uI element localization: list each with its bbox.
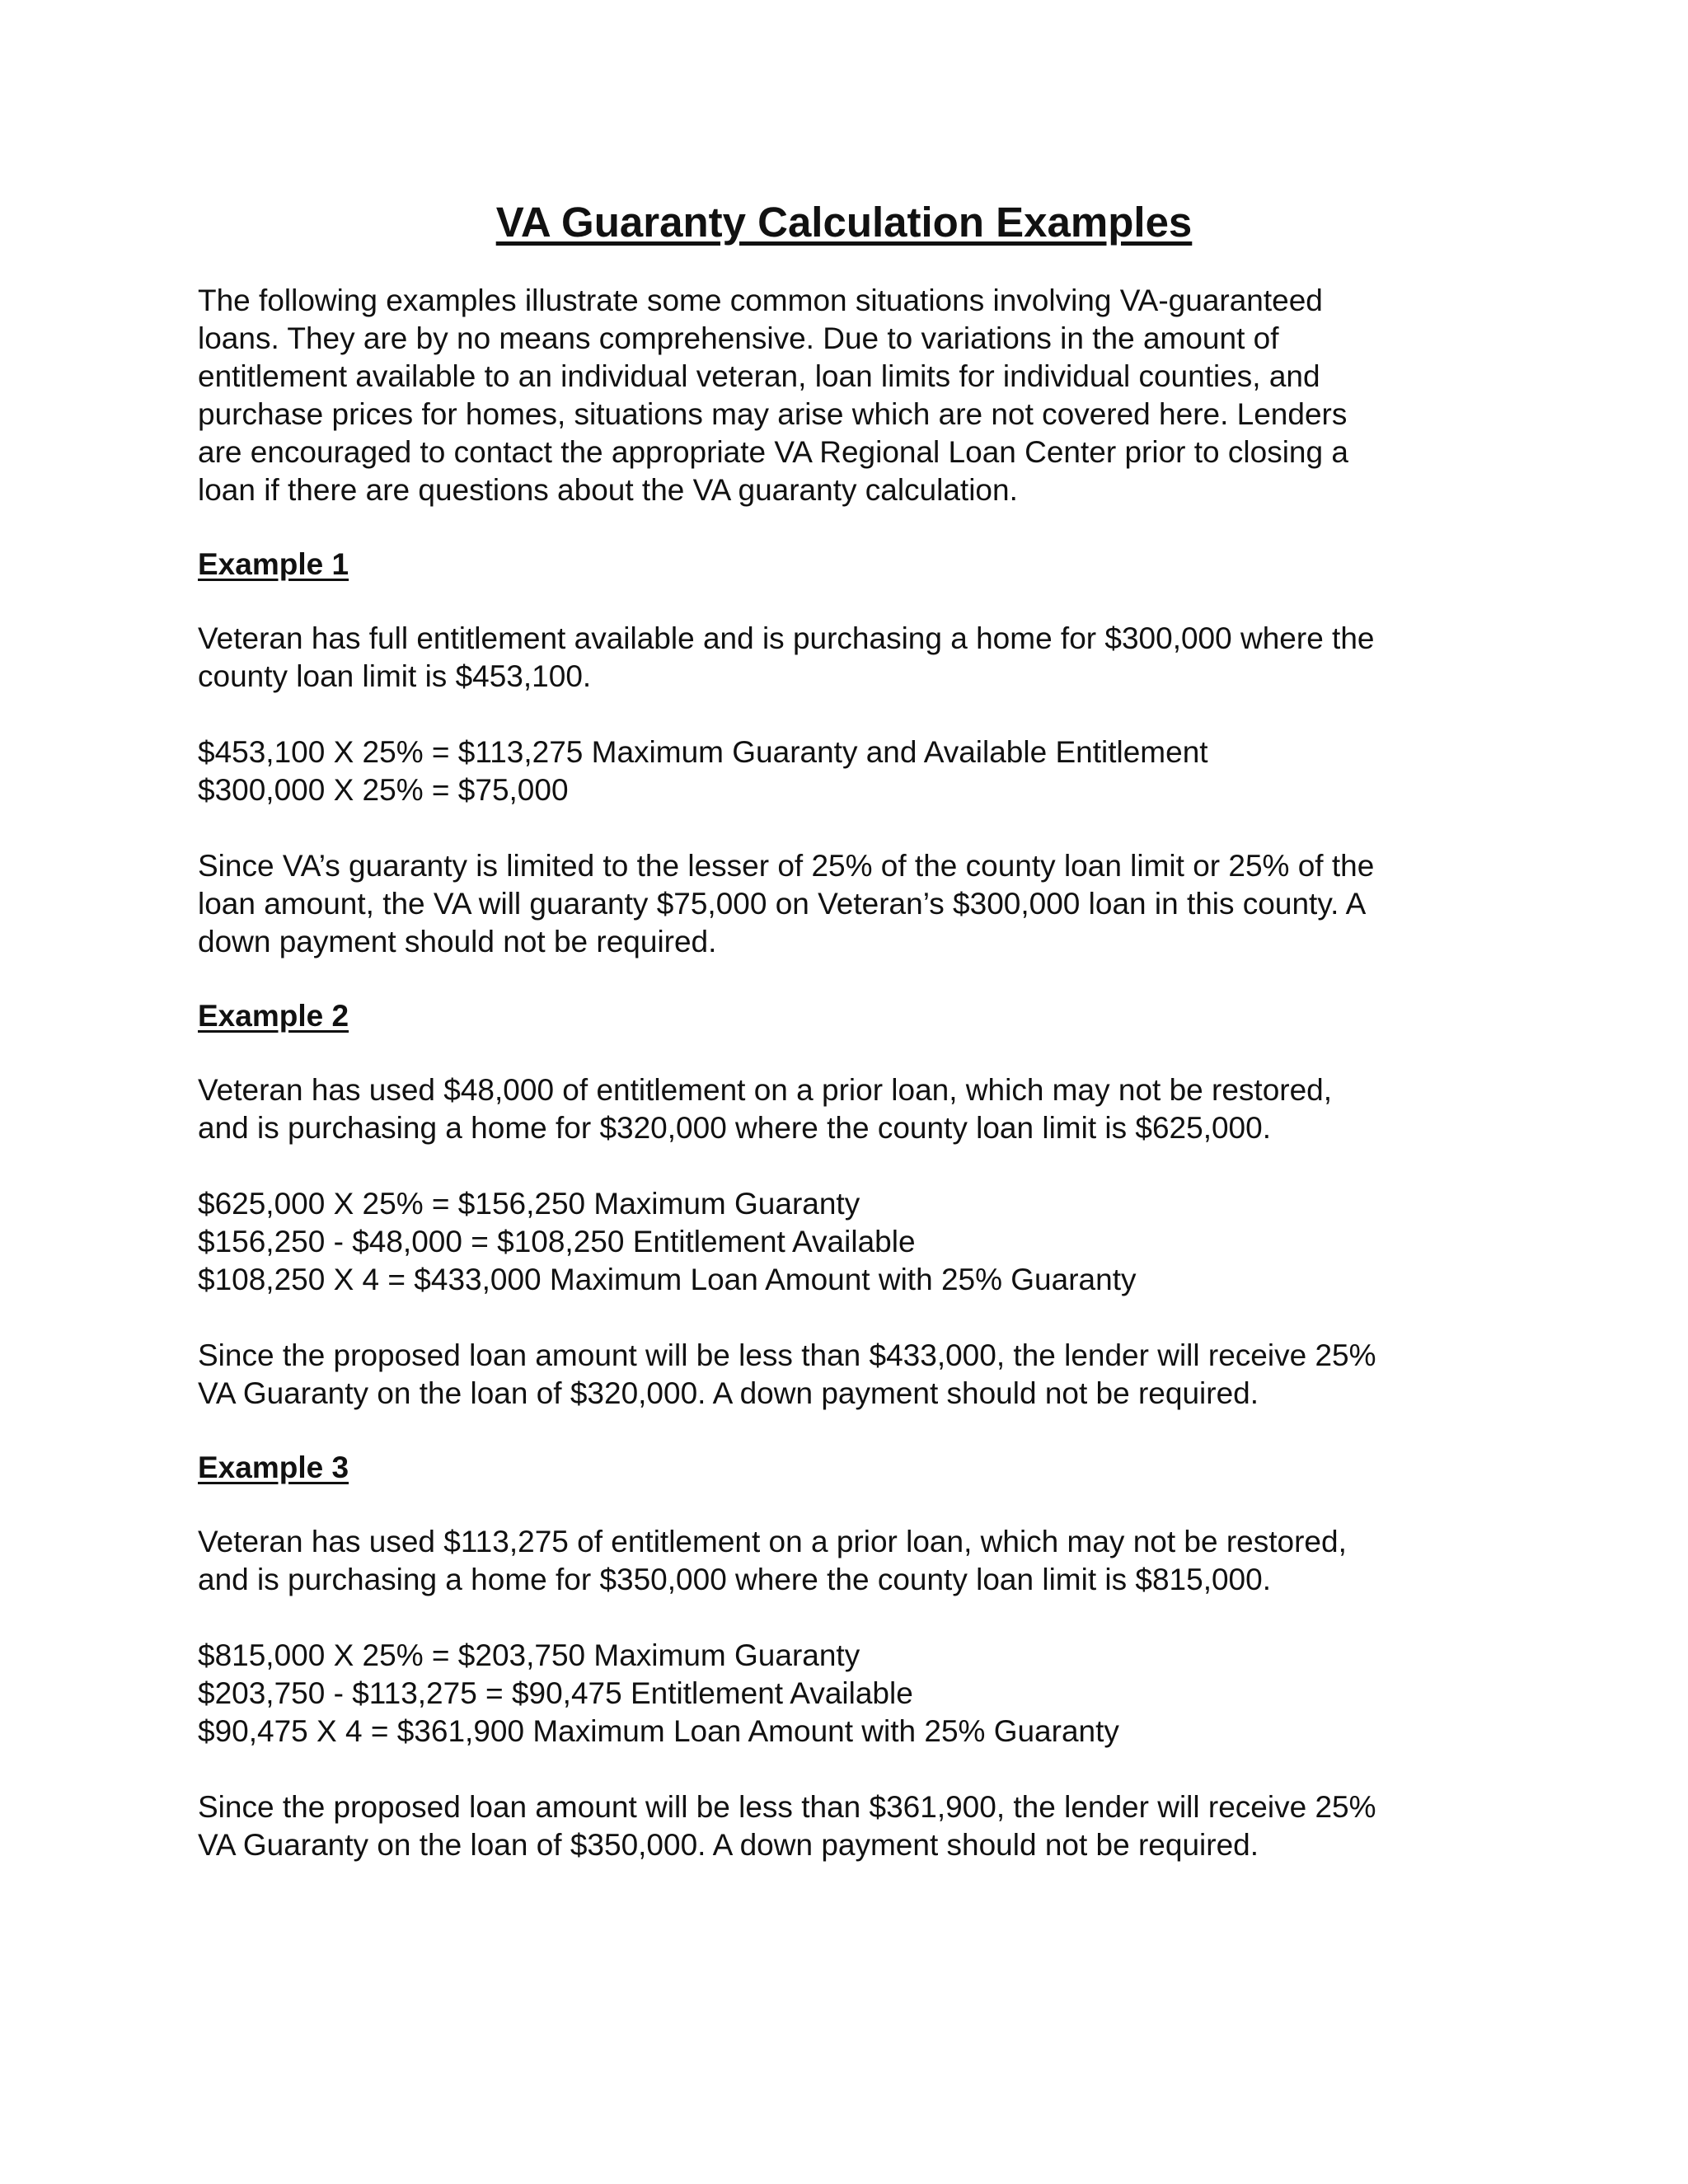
example-3-calculation	[198, 1637, 1490, 1750]
conclusion-line: VA Guaranty on the loan of $350,000. A down payment should not be required.	[198, 1828, 1259, 1862]
intro-line: loan if there are questions about the VA guaranty calculation.	[198, 473, 1018, 507]
conclusion-line: loan amount, the VA will guaranty $75,000 on Veteran’s $300,000 loan in this county. A	[198, 887, 1367, 921]
example-1-calculation	[198, 733, 1490, 809]
scenario-line: county loan limit is $453,100.	[198, 659, 592, 693]
calculation-line: $156,250 - $48,000 = $108,250 Entitlement Available	[198, 1225, 916, 1258]
calculation-line: $203,750 - $113,275 = $90,475 Entitlement Available	[198, 1676, 913, 1710]
conclusion-line: Since the proposed loan amount will be less than $433,000, the lender will receive 25%	[198, 1338, 1376, 1372]
example-3-section	[198, 1449, 1490, 1864]
scenario-line: Veteran has full entitlement available and is purchasing a home for $300,000 where the	[198, 621, 1375, 655]
scenario-line: Veteran has used $48,000 of entitlement on a prior loan, which may not be restored,	[198, 1073, 1333, 1107]
intro-paragraph	[198, 282, 1490, 509]
scenario-line: and is purchasing a home for $350,000 where the county loan limit is $815,000.	[198, 1563, 1271, 1596]
calculation-line: $625,000 X 25% = $156,250 Maximum Guaranty	[198, 1187, 860, 1221]
scenario-line: Veteran has used $113,275 of entitlement on a prior loan, which may not be restored,	[198, 1525, 1347, 1558]
example-3-scenario	[198, 1523, 1490, 1599]
calculation-line: $108,250 X 4 = $433,000 Maximum Loan Amount with 25% Guaranty	[198, 1263, 1137, 1296]
conclusion-line: down payment should not be required.	[198, 925, 717, 958]
intro-line: The following examples illustrate some common situations involving VA-guaranteed	[198, 284, 1323, 317]
example-1-scenario	[198, 620, 1490, 696]
example-1-section	[198, 546, 1490, 961]
example-1-conclusion	[198, 847, 1490, 961]
example-3-heading: Example 3	[198, 1451, 349, 1484]
example-2-section	[198, 997, 1490, 1413]
example-2-scenario	[198, 1071, 1490, 1147]
scenario-line: and is purchasing a home for $320,000 where the county loan limit is $625,000.	[198, 1111, 1271, 1145]
calculation-line: $300,000 X 25% = $75,000	[198, 773, 569, 807]
calculation-line: $90,475 X 4 = $361,900 Maximum Loan Amount with 25% Guaranty	[198, 1714, 1119, 1748]
example-3-conclusion	[198, 1788, 1490, 1864]
calculation-line: $815,000 X 25% = $203,750 Maximum Guaranty	[198, 1638, 860, 1672]
conclusion-line: Since VA’s guaranty is limited to the lesser of 25% of the county loan limit or 25% of the	[198, 849, 1375, 883]
conclusion-line: VA Guaranty on the loan of $320,000. A down payment should not be required.	[198, 1376, 1259, 1410]
example-2-conclusion	[198, 1337, 1490, 1413]
example-2-calculation	[198, 1185, 1490, 1299]
example-2-heading: Example 2	[198, 999, 349, 1033]
example-1-heading: Example 1	[198, 547, 349, 581]
page-title: VA Guaranty Calculation Examples	[495, 199, 1193, 246]
intro-line: purchase prices for homes, situations may arise which are not covered here. Lenders	[198, 397, 1348, 431]
intro-line: entitlement available to an individual veteran, loan limits for individual counties, and	[198, 359, 1320, 393]
calculation-line: $453,100 X 25% = $113,275 Maximum Guaranty and Available Entitlement	[198, 735, 1208, 769]
intro-line: loans. They are by no means comprehensive. Due to variations in the amount of	[198, 321, 1279, 355]
intro-line: are encouraged to contact the appropriate VA Regional Loan Center prior to closing a	[198, 435, 1348, 469]
conclusion-line: Since the proposed loan amount will be less than $361,900, the lender will receive 25%	[198, 1790, 1376, 1824]
